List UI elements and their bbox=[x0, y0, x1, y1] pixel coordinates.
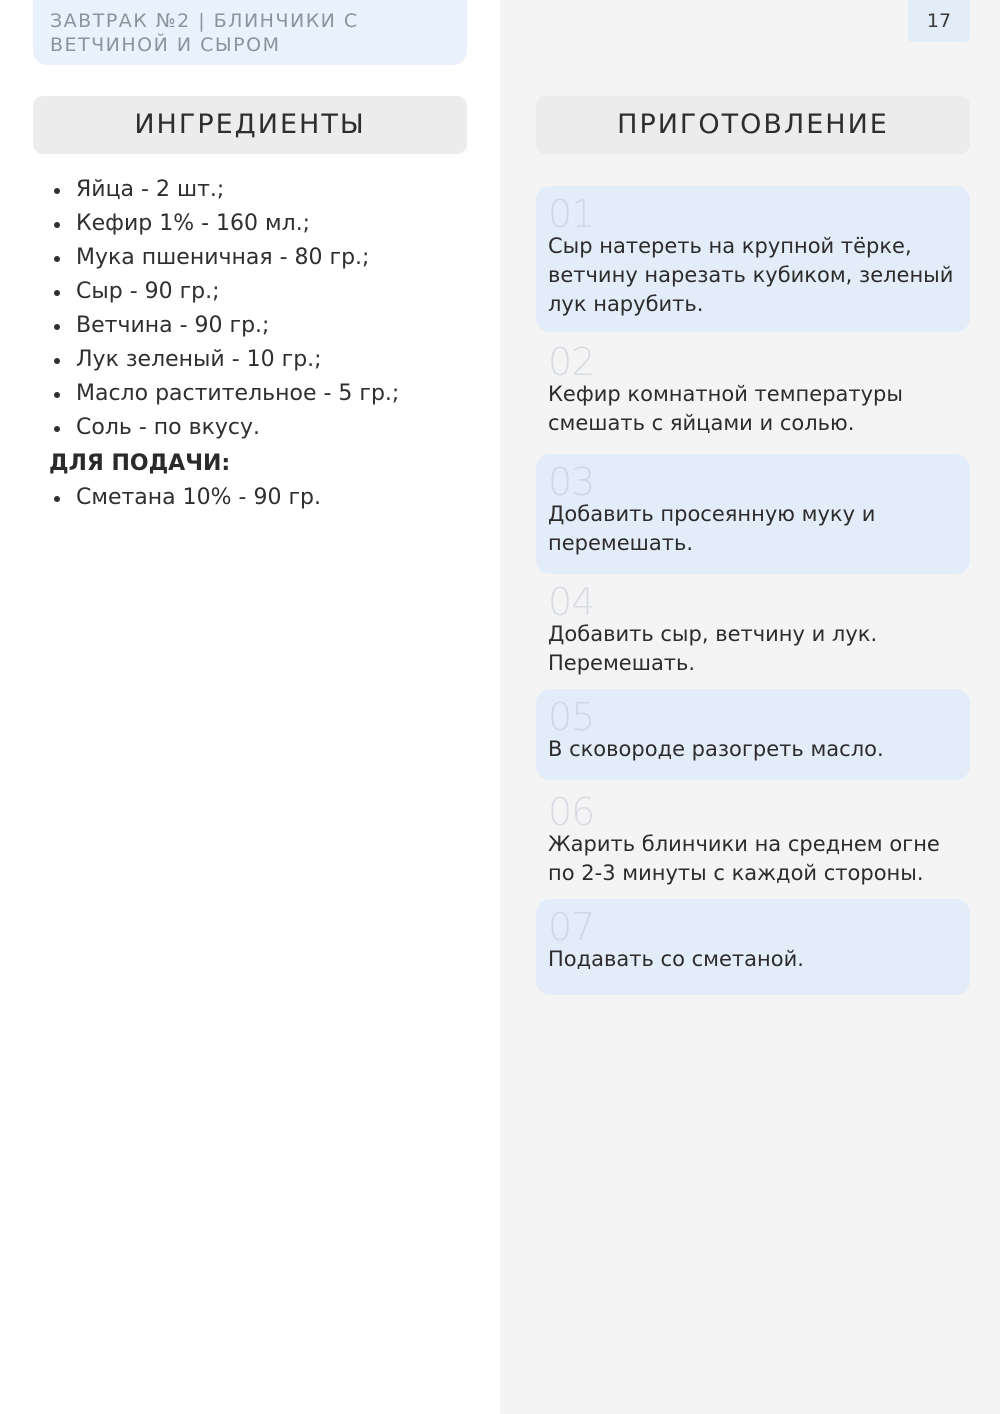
recipe-title-banner bbox=[33, 0, 467, 65]
ingredient-item: Сыр - 90 гр.; bbox=[49, 275, 479, 309]
step-card bbox=[536, 186, 970, 332]
ingredients-heading bbox=[33, 96, 467, 154]
ingredient-item: Лук зеленый - 10 гр.; bbox=[49, 343, 479, 377]
page-number: 17 bbox=[926, 10, 952, 32]
preparation-heading-label: ПРИГОТОВЛЕНИЕ bbox=[617, 109, 889, 140]
page-number-badge bbox=[908, 0, 970, 42]
step-number: 04 bbox=[548, 580, 595, 624]
ingredients-heading-label: ИНГРЕДИЕНТЫ bbox=[134, 109, 366, 140]
step-card bbox=[536, 454, 970, 574]
serving-title: ДЛЯ ПОДАЧИ: bbox=[49, 451, 231, 476]
preparation-heading bbox=[536, 96, 970, 154]
ingredients-list bbox=[49, 173, 479, 445]
step-number: 03 bbox=[548, 460, 595, 504]
ingredient-item: Ветчина - 90 гр.; bbox=[49, 309, 479, 343]
step-text: Подавать со сметаной. bbox=[548, 947, 804, 971]
step-card bbox=[536, 899, 970, 995]
step-number: 05 bbox=[548, 695, 595, 739]
step-number: 01 bbox=[548, 192, 595, 236]
step-number: 07 bbox=[548, 905, 595, 949]
step-text: Жарить блинчики на среднем огне по 2-3 минуты с каждой стороны. bbox=[548, 832, 940, 885]
recipe-title: ЗАВТРАК №2 | БЛИНЧИКИ С ВЕТЧИНОЙ И СЫРОМ bbox=[50, 10, 359, 56]
serving-list bbox=[49, 481, 479, 515]
step-text: Добавить сыр, ветчину и лук. Перемешать. bbox=[548, 622, 878, 675]
step-number: 06 bbox=[548, 790, 595, 834]
ingredient-item: Яйца - 2 шт.; bbox=[49, 173, 479, 207]
serving-item: Сметана 10% - 90 гр. bbox=[49, 481, 479, 515]
ingredient-item: Мука пшеничная - 80 гр.; bbox=[49, 241, 479, 275]
step-text: Кефир комнатной температуры смешать с яйцами и солью. bbox=[548, 382, 903, 435]
ingredient-item: Масло растительное - 5 гр.; bbox=[49, 377, 479, 411]
step-text: Добавить просеянную муку и перемешать. bbox=[548, 502, 876, 555]
step-text: Сыр натереть на крупной тёрке, ветчину нарезать кубиком, зеленый лук нарубить. bbox=[548, 234, 954, 316]
step-card bbox=[536, 574, 970, 686]
step-card bbox=[536, 334, 970, 446]
ingredient-item: Кефир 1% - 160 мл.; bbox=[49, 207, 479, 241]
step-card bbox=[536, 689, 970, 780]
step-number: 02 bbox=[548, 340, 595, 384]
step-text: В сковороде разогреть масло. bbox=[548, 737, 884, 761]
step-card bbox=[536, 784, 970, 896]
ingredient-item: Соль - по вкусу. bbox=[49, 411, 479, 445]
